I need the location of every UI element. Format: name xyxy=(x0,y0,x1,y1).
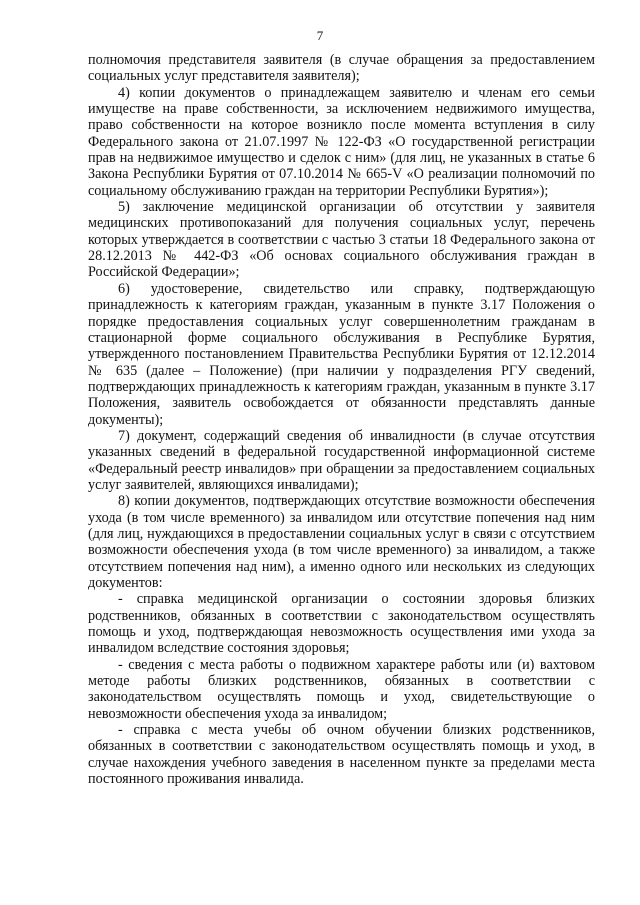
paragraph-item-5: 5) заключение медицинской организации об отсутствии у заявителя медицинских противопоказаний для получения социальных услуг, перечень которых утверждается в соответствии с частью 3 статьи 18 Федерального закона от 28.12.2013 № 442-ФЗ «Об основах социального обслуживания граждан в Российской Федерации»; xyxy=(88,199,595,281)
paragraph-item-6: 6) удостоверение, свидетельство или справку, подтверждающую принадлежность к категориям граждан, указанным в пункте 3.17 Положения о порядке предоставления социальных услуг совершеннолетним гражданам в стационарной форме социального обслуживания в Республике Бурятия, утвержденного постановлением Правительства Республики Бурятия от 12.12.2014 № 635 (далее – Положение) (при наличии у подразделения РГУ сведений, подтверждающих принадлежность к категориям граждан, указанным в пункте 3.17 Положения, заявитель освобождается от обязанности представлять данные документы); xyxy=(88,280,595,428)
paragraph-continuation: полномочия представителя заявителя (в случае обращения за предоставлением социальных услуг представителя заявителя); xyxy=(88,52,595,85)
paragraph-bullet-workplace-info: - сведения с места работы о подвижном характере работы или (и) вахтовом методе работы близких родственников, обязанных в соответствии с законодательством осуществлять помощь и уход, свидетельствующие о невозможности обеспечения ухода за инвалидом; xyxy=(88,656,595,722)
paragraph-item-7: 7) документ, содержащий сведения об инвалидности (в случае отсутствия указанных сведений в федеральной государственной информационной системе «Федеральный реестр инвалидов» при обращении за предоставлением социальных услуг заявителей, являющихся инвалидами); xyxy=(88,427,595,493)
paragraph-bullet-study-certificate: - справка с места учебы об очном обучении близких родственников, обязанных в соответствии с законодательством осуществлять помощь и уход, в случае нахождения учебного заведения в населенном пункте за пределами места постоянного проживания инвалида. xyxy=(88,722,595,788)
paragraph-bullet-medical-certificate: - справка медицинской организации о состоянии здоровья близких родственников, обязанных в соответствии с законодательством осуществлять помощь и уход, подтверждающая невозможность осуществления ими ухода за инвалидом вследствие состояния здоровья; xyxy=(88,591,595,657)
paragraph-item-4: 4) копии документов о принадлежащем заявителю и членам его семьи имуществе на праве собственности, за исключением недвижимого имущества, право собственности на которое возникло после момента вступления в силу Федерального закона от 21.07.1997 № 122-ФЗ «О государственной регистрации прав на недвижимое имущество и сделок с ним» (для лиц, не указанных в статье 6 Закона Республики Бурятия от 07.10.2014 № 665-V «О реализации полномочий по социальному обслуживанию граждан на территории Республики Бурятия»); xyxy=(88,84,595,199)
page-number: 7 xyxy=(316,28,324,43)
document-body xyxy=(88,52,595,787)
paragraph-item-8: 8) копии документов, подтверждающих отсутствие возможности обеспечения ухода (в том числе временного) за инвалидом или отсутствие попечения над ним (для лиц, нуждающихся в предоставлении социальных услуг в связи с отсутствием возможности обеспечения ухода (в том числе временного) за инвалидом, а также отсутствием попечения над ним), а именно одного или нескольких из следующих документов: xyxy=(88,493,595,591)
